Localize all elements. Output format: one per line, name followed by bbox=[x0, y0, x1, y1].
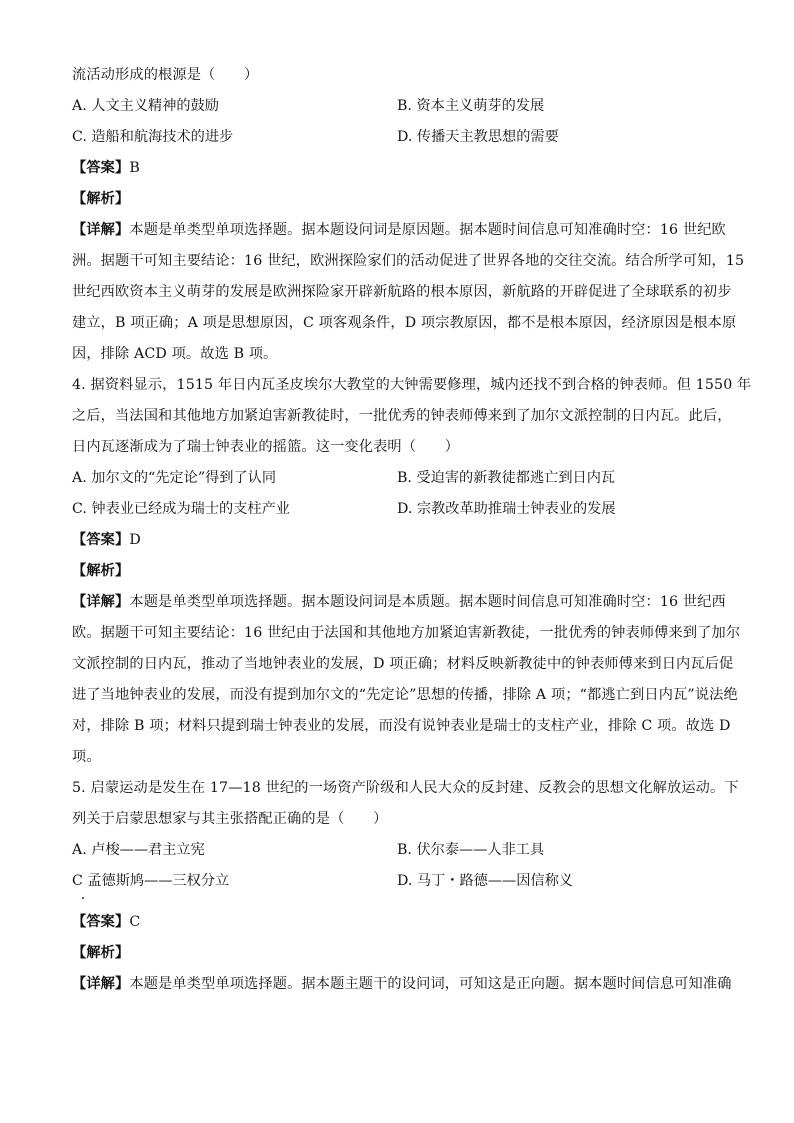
q4-stem-line-3: 日内瓦逐渐成为了瑞士钟表业的摇篮。这一变化表明（ ） bbox=[72, 439, 460, 455]
q4-detail-line-4: 进了当地钟表业的发展，而没有提到加尔文的“先定论”思想的传播，排除 A 项；“都逃亡到日内瓦”说法绝 bbox=[72, 687, 738, 703]
stray-dot bbox=[82, 897, 84, 899]
detail-text: 本题是单类型单项选择题。据本题设问词是本质题。据本题时间信息可知准确时空：16 世纪西 bbox=[129, 594, 726, 610]
q4-option-c: C. 钟表业已经成为瑞士的支柱产业 bbox=[72, 501, 290, 517]
q3-detail-line-4: 建立，B 项正确；A 项是思想原因，C 项客观条件，D 项宗教原因，都不是根本原因，经济原因是根本原 bbox=[72, 315, 737, 331]
q3-stem: 流活动形成的根源是（ ） bbox=[72, 67, 259, 83]
q3-analysis bbox=[72, 184, 732, 215]
q3-option-b: B. 资本主义萌芽的发展 bbox=[397, 98, 545, 114]
answer-tag: 【答案】 bbox=[72, 914, 130, 930]
q3-detail-line-3: 世纪西欧资本主义萌芽的发展是欧洲探险家开辟新航路的根本原因，新航路的开辟促进了全球联系的初步 bbox=[72, 284, 732, 300]
answer-tag: 【答案】 bbox=[72, 160, 130, 176]
q3-options-row-1 bbox=[72, 91, 732, 122]
q5-analysis bbox=[72, 938, 732, 969]
q5-answer bbox=[72, 907, 732, 938]
detail-tag: 【详解】 bbox=[72, 594, 130, 610]
answer-value: D bbox=[129, 532, 141, 548]
q3-option-d: D. 传播天主教思想的需要 bbox=[397, 129, 559, 145]
q4-option-b: B. 受迫害的新教徒都逃亡到日内瓦 bbox=[397, 470, 616, 486]
analysis-tag: 【解析】 bbox=[72, 945, 130, 961]
q3-answer bbox=[72, 153, 732, 184]
detail-text: 本题是单类型单项选择题。据本题主题干的设问词，可知这是正向题。据本题时间信息可知准确 bbox=[129, 976, 732, 992]
q3-option-c: C. 造船和航海技术的进步 bbox=[72, 129, 234, 145]
answer-value: C bbox=[129, 914, 141, 930]
q4-option-a: A. 加尔文的“先定论”得到了认同 bbox=[72, 470, 277, 486]
q4-options-row-2 bbox=[72, 494, 732, 525]
q3-detail-line-1 bbox=[72, 215, 732, 246]
q5-detail-line-1 bbox=[72, 969, 732, 1000]
q5-stem-line-1: 5. 启蒙运动是发生在 17—18 世纪的一场资产阶级和人民大众的反封建、反教会的思想文化解放运动。下 bbox=[72, 780, 739, 796]
q3-options-row-2 bbox=[72, 122, 732, 153]
q4-option-d: D. 宗教改革助推瑞士钟表业的发展 bbox=[397, 501, 616, 517]
q4-detail-line-1 bbox=[72, 587, 732, 618]
q5-option-c: C 孟德斯鸠——三权分立 bbox=[72, 873, 230, 889]
q4-stem-line-1: 4. 据资料显示，1515 年日内瓦圣皮埃尔大教堂的大钟需要修理，城内还找不到合格的钟表师。但 1550 年 bbox=[72, 377, 752, 393]
q4-analysis bbox=[72, 556, 732, 587]
detail-tag: 【详解】 bbox=[72, 222, 130, 238]
q4-detail-line-6: 项。 bbox=[72, 749, 101, 765]
q5-options-row-2 bbox=[72, 866, 732, 897]
analysis-tag: 【解析】 bbox=[72, 191, 130, 207]
q3-detail-line-5: 因，排除 ACD 项。故选 B 项。 bbox=[72, 346, 278, 362]
spacer bbox=[72, 897, 732, 907]
q4-detail-line-3: 文派控制的日内瓦，推动了当地钟表业的发展，D 项正确；材料反映新教徒中的钟表师傅来到日内瓦后促 bbox=[72, 656, 734, 672]
q3-option-a: A. 人文主义精神的鼓励 bbox=[72, 98, 219, 114]
q5-stem-line-2: 列关于启蒙思想家与其主张搭配正确的是（ ） bbox=[72, 811, 388, 827]
document-page bbox=[72, 60, 752, 1000]
analysis-tag: 【解析】 bbox=[72, 563, 130, 579]
q5-options-row-1 bbox=[72, 835, 732, 866]
q4-options-row-1 bbox=[72, 463, 732, 494]
detail-tag: 【详解】 bbox=[72, 976, 130, 992]
q5-option-a: A. 卢梭——君主立宪 bbox=[72, 842, 205, 858]
q4-detail-line-2: 欧。据题干可知主要结论：16 世纪由于法国和其他地方加紧迫害新教徒，一批优秀的钟表师傅来到了加尔 bbox=[72, 625, 741, 641]
answer-value: B bbox=[129, 160, 140, 176]
q5-option-d: D. 马丁・路德——因信称义 bbox=[397, 873, 573, 889]
detail-text: 本题是单类型单项选择题。据本题设问词是原因题。据本题时间信息可知准确时空：16 世纪欧 bbox=[129, 222, 726, 238]
q4-detail-line-5: 对，排除 B 项；材料只提到瑞士钟表业的发展，而没有说钟表业是瑞士的支柱产业，排除 C 项。故选 D bbox=[72, 718, 731, 734]
q3-detail-line-2: 洲。据题干可知主要结论：16 世纪，欧洲探险家们的活动促进了世界各地的交往交流。结合所学可知，15 bbox=[72, 253, 745, 269]
answer-tag: 【答案】 bbox=[72, 532, 130, 548]
q4-answer bbox=[72, 525, 732, 556]
q4-stem-line-2: 之后，当法国和其他地方加紧迫害新教徒时，一批优秀的钟表师傅来到了加尔文派控制的日内瓦。此后， bbox=[72, 408, 732, 424]
q5-option-b: B. 伏尔泰——人非工具 bbox=[397, 842, 545, 858]
